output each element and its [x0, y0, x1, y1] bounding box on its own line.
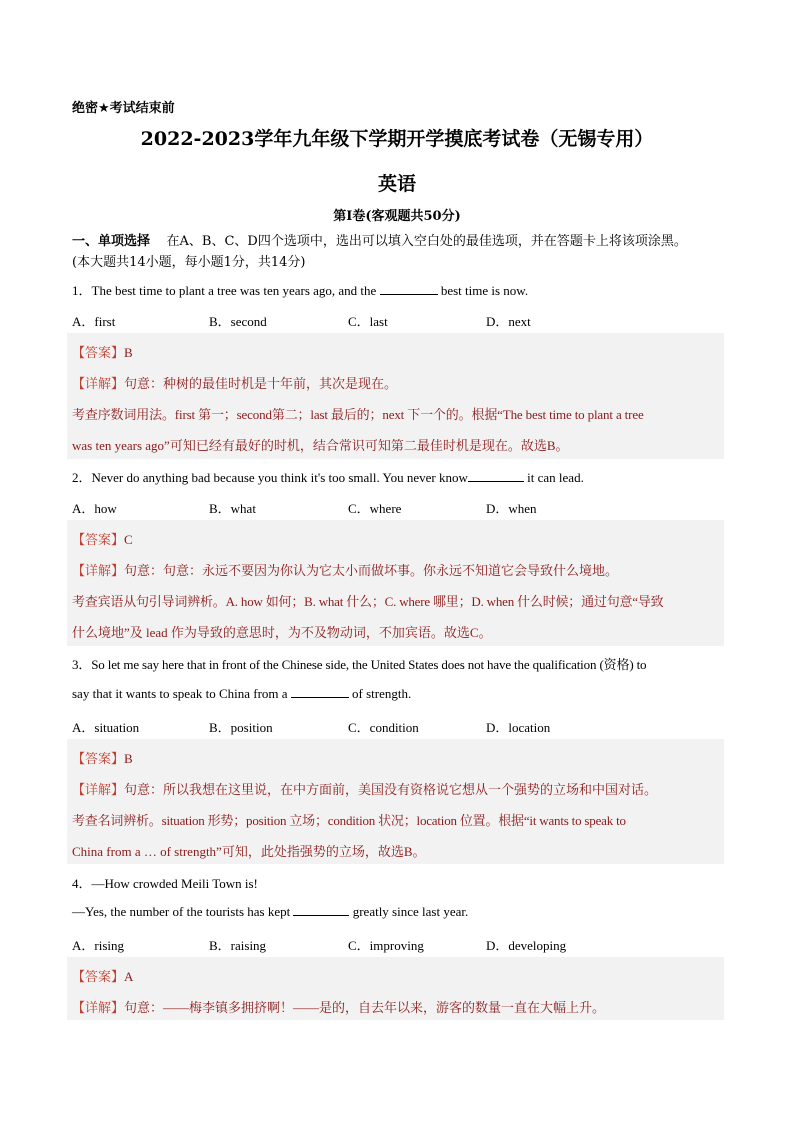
answer-tag: 【答案】	[72, 752, 125, 767]
section-note: (本大题共14小题，每小题1分，共14分)	[72, 255, 306, 270]
answer-blank	[468, 470, 524, 482]
detail-tag: 【详解】	[72, 377, 125, 392]
question-4-option-b[interactable]: B．raising	[209, 938, 267, 953]
detail-text: China from a … of strength”可知，此处指强势的立场，故选B。	[72, 844, 426, 859]
question-4-stem: 4．—How crowded Meili Town is!	[72, 876, 258, 891]
detail-tag: 【详解】	[72, 564, 125, 579]
part-heading: 第Ⅰ卷(客观题共50分)	[333, 209, 461, 224]
question-4-option-c[interactable]: C．improving	[348, 938, 424, 953]
question-3-option-a[interactable]: A．situation	[72, 720, 140, 735]
question-1-stem: 1．The best time to plant a tree was ten years ago, and the best time is now.	[72, 283, 529, 298]
answer-blank	[380, 283, 438, 295]
question-1-option-c[interactable]: C．last	[348, 314, 388, 329]
detail-text: 考查序数词用法。first 第一；second第二；last 最后的；next 下一个的。根据“The best time to plant a tree	[72, 407, 644, 422]
question-3-option-d[interactable]: D．location	[486, 720, 551, 735]
question-4-option-d[interactable]: D．developing	[486, 938, 567, 953]
detail-text: 考查名词辨析。situation 形势；position 立场；condition 状况；location 位置。根据“it wants to speak to	[72, 813, 626, 828]
answer-tag: 【答案】	[72, 346, 125, 361]
question-1-option-d[interactable]: D．next	[486, 314, 531, 329]
detail-tag: 【详解】	[72, 1001, 125, 1016]
section-instruction: 在A、B、C、D四个选项中，选出可以填入空白处的最佳选项，并在答题卡上将该项涂黑。	[166, 234, 687, 249]
subject-title: 英语	[377, 173, 416, 195]
question-2-option-c[interactable]: C．where	[348, 501, 402, 516]
question-3-option-c[interactable]: C．condition	[348, 720, 419, 735]
answer-value: C	[124, 532, 133, 547]
answer-line-4	[72, 966, 133, 985]
question-1-option-b[interactable]: B．second	[209, 314, 267, 329]
answer-value: B	[124, 345, 133, 360]
detail-line-2: 【详解】句意：句意：永远不要因为你认为它太小而做坏事。你永远不知道它会导致什么境地。	[72, 563, 619, 579]
question-4-option-a[interactable]: A．rising	[72, 938, 125, 953]
question-3-option-b[interactable]: B．position	[209, 720, 273, 735]
question-2-stem: 2．Never do anything bad because you think it's too small. You never know it can lead.	[72, 470, 584, 485]
answer-line-1	[72, 342, 133, 361]
question-4-stem-line2: —Yes, the number of the tourists has kept greatly since last year.	[72, 904, 469, 919]
section-heading	[72, 230, 687, 249]
question-3-stem: 3．So let me say here that in front of the Chinese side, the United States does not have the qualification (资格) to	[72, 657, 647, 672]
detail-text: 什么境地”及 lead 作为导致的意思时，为不及物动词，不加宾语。故选C。	[72, 625, 492, 640]
detail-line-4: 【详解】句意：——梅李镇多拥挤啊！——是的，自去年以来，游客的数量一直在大幅上升。	[72, 1000, 606, 1016]
detail-line-3: 【详解】句意：所以我想在这里说，在中方面前，美国没有资格说它想从一个强势的立场和中国对话。	[72, 782, 658, 798]
question-1-option-a[interactable]: A．first	[72, 314, 116, 329]
detail-line-1: 【详解】句意：种树的最佳时机是十年前，其次是现在。	[72, 376, 398, 392]
section-name: 一、单项选择	[72, 234, 151, 249]
answer-tag: 【答案】	[72, 533, 125, 548]
answer-line-3	[72, 748, 133, 767]
answer-blank	[291, 686, 349, 698]
detail-text: was ten years ago”可知已经有最好的时机，结合常识可知第二最佳时机是现在。故选B。	[72, 438, 569, 453]
answer-value: B	[124, 751, 133, 766]
confidential-label: 绝密★考试结束前	[72, 101, 175, 116]
detail-tag: 【详解】	[72, 783, 125, 798]
answer-line-2	[72, 529, 133, 548]
question-2-option-d[interactable]: D．when	[486, 501, 537, 516]
question-3-stem-line2: say that it wants to speak to China from a of strength.	[72, 686, 412, 701]
detail-text: 考查宾语从句引导词辨析。A. how 如何；B. what 什么；C. where 哪里；D. when 什么时候；通过句意“导致	[72, 594, 664, 609]
question-2-option-b[interactable]: B．what	[209, 501, 256, 516]
answer-tag: 【答案】	[72, 970, 125, 985]
answer-value: A	[124, 969, 134, 984]
question-2-option-a[interactable]: A．how	[72, 501, 117, 516]
answer-blank	[293, 904, 349, 916]
exam-title: 2022-2023学年九年级下学期开学摸底考试卷（无锡专用）	[140, 128, 654, 150]
